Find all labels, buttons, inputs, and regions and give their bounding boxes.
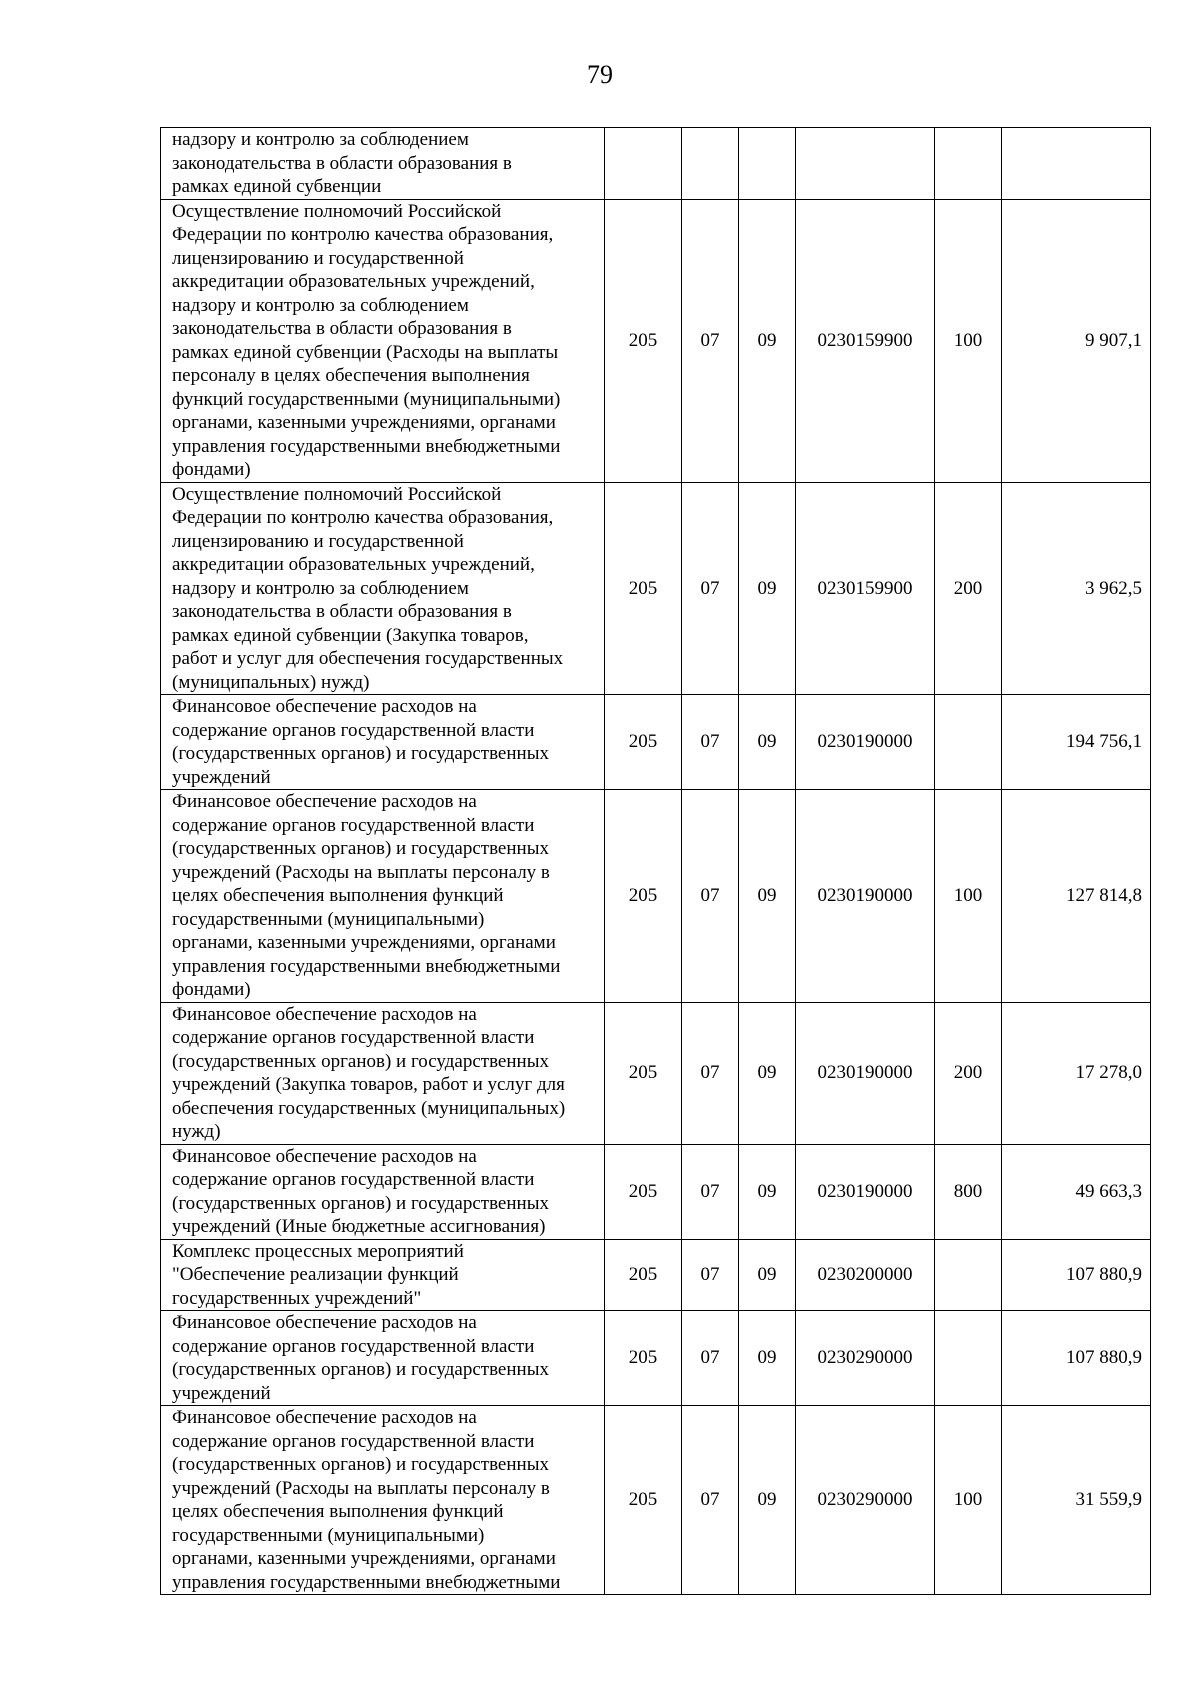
subsection-code: 09	[739, 1002, 796, 1144]
section-code: 07	[682, 790, 739, 1003]
amount: 49 663,3	[1002, 1144, 1151, 1239]
table-row	[161, 482, 1151, 695]
target-article-code: 0230159900	[796, 199, 935, 482]
ministry-code: 205	[605, 1406, 682, 1595]
amount: 9 907,1	[1002, 199, 1151, 482]
subsection-code: 09	[739, 1311, 796, 1406]
row-description: Финансовое обеспечение расходов на содержание органов государственной власти (государственных органов) и государственных учреждений (Расходы на выплаты персоналу в целях обеспечения выполнения функций государственными (муниципальными) органами, казенными учреждениями, органами управления государственными внебюджетными фондами)	[161, 790, 605, 1003]
target-article-code: 0230290000	[796, 1406, 935, 1595]
row-description: Финансовое обеспечение расходов на содержание органов государственной власти (государственных органов) и государственных учреждений (Расходы на выплаты персоналу в целях обеспечения выполнения функций государственными (муниципальными) органами, казенными учреждениями, органами управления государственными внебюджетными	[161, 1406, 605, 1595]
target-article-code: 0230159900	[796, 482, 935, 695]
table-row	[161, 1144, 1151, 1239]
table-row	[161, 1239, 1151, 1311]
table-row	[161, 199, 1151, 482]
subsection-code: 09	[739, 1144, 796, 1239]
row-description: Финансовое обеспечение расходов на содержание органов государственной власти (государственных органов) и государственных учреждений (Иные бюджетные ассигнования)	[161, 1144, 605, 1239]
section-code: 07	[682, 482, 739, 695]
expense-type-code	[935, 128, 1002, 200]
ministry-code: 205	[605, 482, 682, 695]
subsection-code: 09	[739, 199, 796, 482]
section-code	[682, 128, 739, 200]
target-article-code: 0230190000	[796, 1144, 935, 1239]
amount	[1002, 128, 1151, 200]
target-article-code: 0230290000	[796, 1311, 935, 1406]
ministry-code: 205	[605, 790, 682, 1003]
page-number: 79	[587, 60, 613, 89]
target-article-code	[796, 128, 935, 200]
ministry-code: 205	[605, 1002, 682, 1144]
table-row	[161, 128, 1151, 200]
expense-type-code	[935, 695, 1002, 790]
row-description: Финансовое обеспечение расходов на содержание органов государственной власти (государственных органов) и государственных учреждений	[161, 1311, 605, 1406]
expense-type-code: 200	[935, 1002, 1002, 1144]
table-row	[161, 1002, 1151, 1144]
subsection-code: 09	[739, 695, 796, 790]
section-code: 07	[682, 1144, 739, 1239]
amount: 107 880,9	[1002, 1239, 1151, 1311]
ministry-code	[605, 128, 682, 200]
amount: 31 559,9	[1002, 1406, 1151, 1595]
expense-type-code	[935, 1239, 1002, 1311]
amount: 17 278,0	[1002, 1002, 1151, 1144]
table-row	[161, 1406, 1151, 1595]
row-description: Финансовое обеспечение расходов на содержание органов государственной власти (государственных органов) и государственных учреждений (Закупка товаров, работ и услуг для обеспечения государственных (муниципальных) нужд)	[161, 1002, 605, 1144]
section-code: 07	[682, 1406, 739, 1595]
target-article-code: 0230190000	[796, 695, 935, 790]
row-description: Осуществление полномочий Российской Федерации по контролю качества образования, лицензированию и государственной аккредитации образовательных учреждений, надзору и контролю за соблюдением законодательства в области образования в рамках единой субвенции (Расходы на выплаты персоналу в целях обеспечения выполнения функций государственными (муниципальными) органами, казенными учреждениями, органами управления государственными внебюджетными фондами)	[161, 199, 605, 482]
expense-type-code: 100	[935, 199, 1002, 482]
section-code: 07	[682, 199, 739, 482]
ministry-code: 205	[605, 199, 682, 482]
section-code: 07	[682, 1239, 739, 1311]
section-code: 07	[682, 1002, 739, 1144]
amount: 194 756,1	[1002, 695, 1151, 790]
ministry-code: 205	[605, 695, 682, 790]
budget-table	[160, 127, 1151, 1595]
expense-type-code: 800	[935, 1144, 1002, 1239]
ministry-code: 205	[605, 1239, 682, 1311]
table-row	[161, 1311, 1151, 1406]
subsection-code: 09	[739, 1239, 796, 1311]
row-description: Осуществление полномочий Российской Федерации по контролю качества образования, лицензированию и государственной аккредитации образовательных учреждений, надзору и контролю за соблюдением законодательства в области образования в рамках единой субвенции (Закупка товаров, работ и услуг для обеспечения государственных (муниципальных) нужд)	[161, 482, 605, 695]
section-code: 07	[682, 1311, 739, 1406]
row-description: Финансовое обеспечение расходов на содержание органов государственной власти (государственных органов) и государственных учреждений	[161, 695, 605, 790]
row-description: надзору и контролю за соблюдением законодательства в области образования в рамках единой субвенции	[161, 128, 605, 200]
ministry-code: 205	[605, 1144, 682, 1239]
subsection-code	[739, 128, 796, 200]
subsection-code: 09	[739, 482, 796, 695]
amount: 127 814,8	[1002, 790, 1151, 1003]
expense-type-code: 100	[935, 790, 1002, 1003]
ministry-code: 205	[605, 1311, 682, 1406]
row-description: Комплекс процессных мероприятий "Обеспечение реализации функций государственных учреждений"	[161, 1239, 605, 1311]
expense-type-code: 100	[935, 1406, 1002, 1595]
target-article-code: 0230190000	[796, 1002, 935, 1144]
subsection-code: 09	[739, 790, 796, 1003]
amount: 107 880,9	[1002, 1311, 1151, 1406]
table-row	[161, 790, 1151, 1003]
section-code: 07	[682, 695, 739, 790]
amount: 3 962,5	[1002, 482, 1151, 695]
table-row	[161, 695, 1151, 790]
target-article-code: 0230200000	[796, 1239, 935, 1311]
subsection-code: 09	[739, 1406, 796, 1595]
expense-type-code: 200	[935, 482, 1002, 695]
expense-type-code	[935, 1311, 1002, 1406]
target-article-code: 0230190000	[796, 790, 935, 1003]
